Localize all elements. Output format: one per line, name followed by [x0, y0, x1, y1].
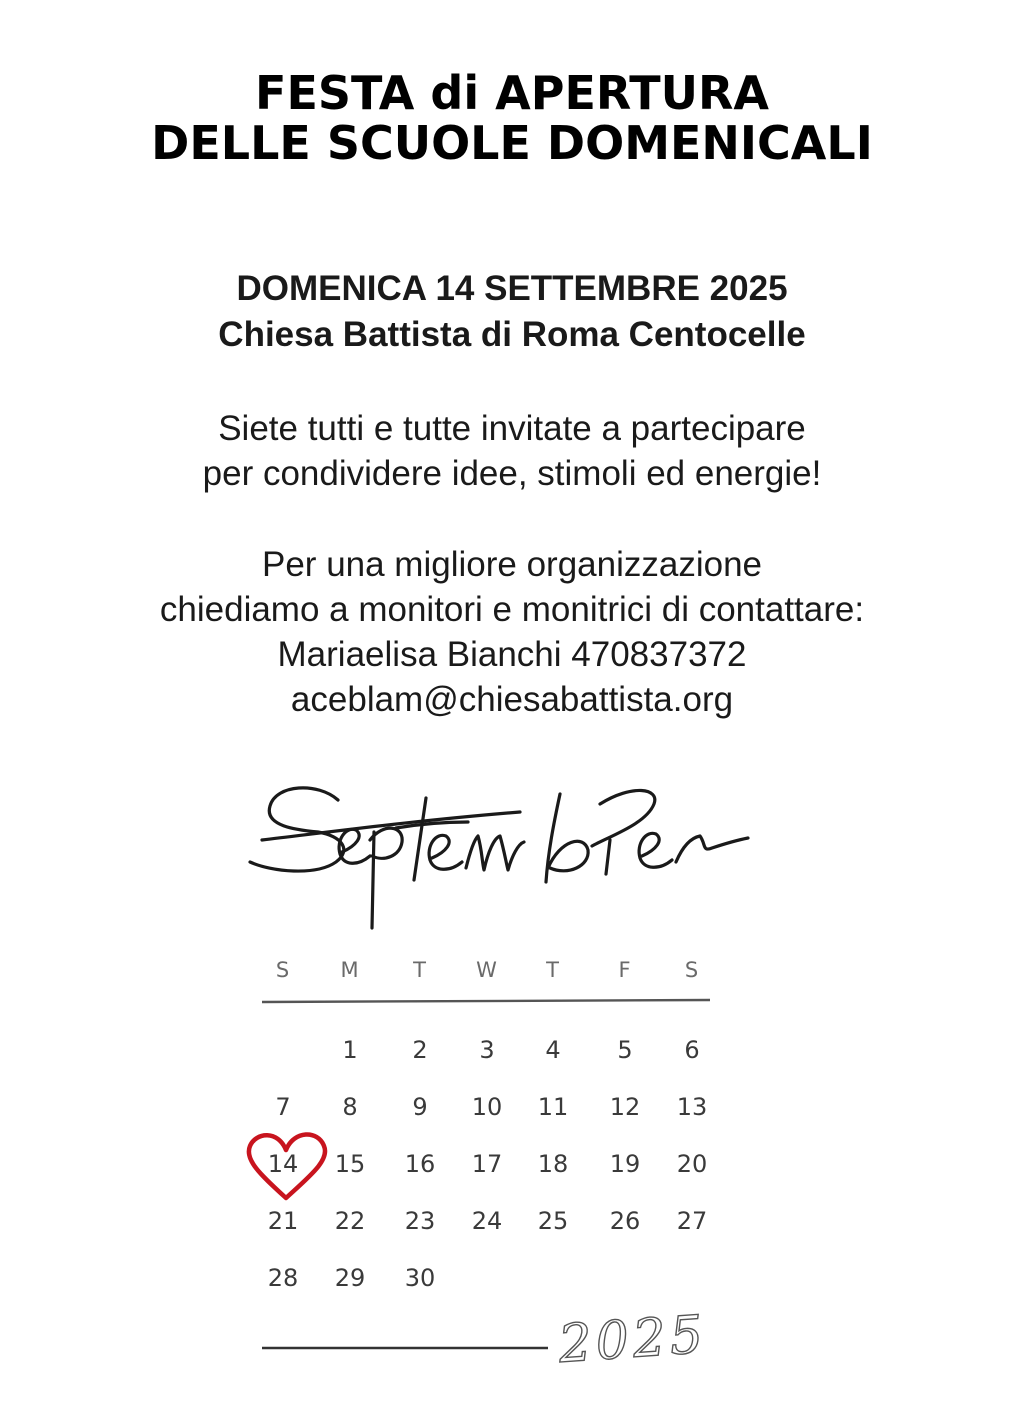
weekday-label: F: [618, 958, 632, 982]
weekday-label: T: [546, 958, 560, 982]
invitation-line-2: per condividere idee, stimoli ed energie!: [202, 454, 822, 493]
calendar-day: 20: [676, 1150, 708, 1178]
calendar-day: 24: [471, 1207, 503, 1235]
calendar-day: 21: [267, 1207, 299, 1235]
calendar-day: 8: [342, 1093, 358, 1121]
calendar-day: 12: [609, 1093, 641, 1121]
calendar-day: 6: [684, 1036, 700, 1064]
calendar-day: 10: [471, 1093, 503, 1121]
calendar-day: 17: [471, 1150, 503, 1178]
event-date: DOMENICA 14 SETTEMBRE 2025: [236, 269, 788, 308]
calendar-day: 1: [342, 1036, 358, 1064]
year-script: 2025: [556, 1304, 709, 1375]
contact-email[interactable]: aceblam@chiesabattista.org: [290, 680, 734, 719]
calendar-day: 22: [334, 1207, 366, 1235]
event-details: [0, 266, 1024, 358]
weekday-underline: [262, 1000, 710, 1002]
calendar-day: 26: [609, 1207, 641, 1235]
calendar-day: 25: [537, 1207, 569, 1235]
month-script: [250, 788, 748, 928]
calendar-day: 19: [609, 1150, 641, 1178]
calendar-day: 29: [334, 1264, 366, 1292]
weekday-label: T: [413, 958, 427, 982]
calendar-day: 23: [404, 1207, 436, 1235]
calendar-day: 5: [617, 1036, 633, 1064]
calendar-day: 30: [404, 1264, 436, 1292]
calendar-day: 7: [275, 1093, 291, 1121]
calendar-day: 2: [412, 1036, 428, 1064]
calendar-day: 4: [545, 1036, 561, 1064]
contact-line-1: Per una migliore organizzazione: [262, 545, 762, 584]
calendar-day: 27: [676, 1207, 708, 1235]
calendar-day: 16: [404, 1150, 436, 1178]
contact-info: [0, 542, 1024, 722]
calendar-day: 15: [334, 1150, 366, 1178]
invitation-line-1: Siete tutti e tutte invitate a partecipare: [218, 409, 806, 448]
title-line-2: DELLE SCUOLE DOMENICALI: [151, 116, 873, 170]
event-place: Chiesa Battista di Roma Centocelle: [218, 315, 806, 354]
invitation-text: [0, 406, 1024, 496]
weekday-label: S: [275, 958, 291, 982]
page-title: [0, 68, 1024, 168]
calendar-day: 13: [676, 1093, 708, 1121]
calendar-day: 18: [537, 1150, 569, 1178]
calendar-day: 3: [479, 1036, 495, 1064]
calendar-day-highlighted: 14: [267, 1150, 299, 1178]
calendar-day: 11: [537, 1093, 569, 1121]
calendar-day: 9: [412, 1093, 428, 1121]
weekday-label: M: [340, 958, 360, 982]
weekday-label: W: [476, 958, 498, 982]
title-line-1: FESTA di APERTURA: [255, 66, 769, 120]
contact-line-2: chiediamo a monitori e monitrici di contattare:: [159, 590, 865, 629]
calendar-day: 28: [267, 1264, 299, 1292]
heart-icon: [249, 1134, 325, 1198]
contact-name-phone[interactable]: Mariaelisa Bianchi 470837372: [277, 635, 747, 674]
weekday-label: S: [684, 958, 700, 982]
